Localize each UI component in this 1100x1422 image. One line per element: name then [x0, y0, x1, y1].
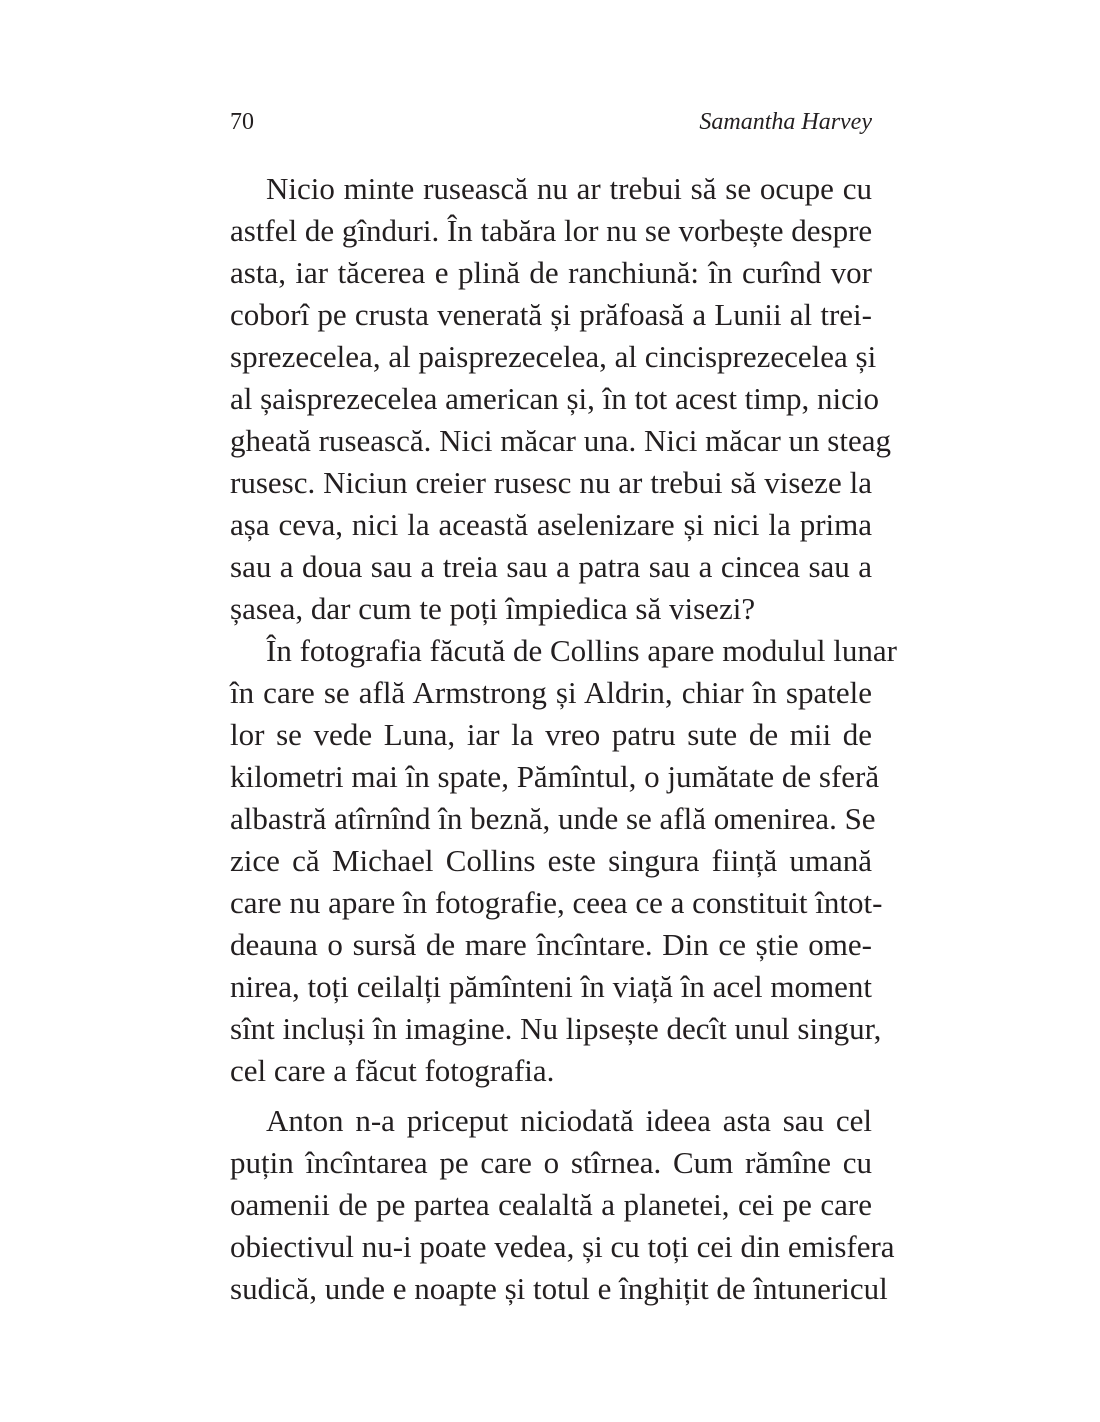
text-line: așa ceva, nici la această aselenizare și nici la prima — [230, 507, 872, 542]
text-line: care nu apare în fotografie, ceea ce a constituit întot- — [230, 885, 883, 920]
text-line: deauna o sursă de mare încîntare. Din ce știe ome- — [230, 927, 872, 962]
paragraph-2 — [230, 630, 897, 1092]
paragraph-spacer — [230, 1092, 872, 1100]
text-line: al șaisprezecelea american și, în tot acest timp, nicio — [230, 381, 880, 416]
paragraph-3 — [230, 1100, 895, 1310]
text-line: Anton n-a priceput niciodată ideea asta sau cel — [266, 1103, 872, 1138]
text-line: Nicio minte rusească nu ar trebui să se ocupe cu — [266, 171, 872, 206]
text-line: șasea, dar cum te poți împiedica să visezi? — [230, 591, 756, 626]
text-line: lor se vede Luna, iar la vreo patru sute de mii de — [230, 717, 872, 752]
paragraph-1 — [230, 168, 892, 630]
text-line: gheată rusească. Nici măcar una. Nici măcar un steag — [230, 423, 892, 458]
text-line: sprezecelea, al paisprezecelea, al cincisprezecelea și — [230, 339, 877, 374]
text-line: sau a doua sau a treia sau a patra sau a cincea sau a — [230, 549, 872, 584]
text-line: rusesc. Niciun creier rusesc nu ar trebui să viseze la — [230, 465, 872, 500]
text-line: astfel de gînduri. În tabăra lor nu se vorbește despre — [230, 213, 873, 248]
text-line: oamenii de pe partea cealaltă a planetei, cei pe care — [230, 1187, 872, 1222]
body-text — [230, 168, 897, 1310]
text-line: coborî pe crusta venerată și prăfoasă a Lunii al trei- — [230, 297, 872, 332]
text-line: zice că Michael Collins este singura ființă umană — [230, 843, 872, 878]
text-line: cel care a făcut fotografia. — [230, 1053, 555, 1088]
running-head-author: Samantha Harvey — [699, 109, 872, 135]
text-line: asta, iar tăcerea e plină de ranchiună: în curînd vor — [230, 255, 872, 290]
text-line: în care se află Armstrong și Aldrin, chiar în spatele — [230, 675, 872, 710]
page-number: 70 — [230, 109, 254, 135]
text-line: puțin încîntarea pe care o stîrnea. Cum rămîne cu — [230, 1145, 872, 1180]
text-line: kilometri mai în spate, Pămîntul, o jumătate de sferă — [230, 759, 880, 794]
text-line: În fotografia făcută de Collins apare modulul lunar — [266, 633, 897, 668]
text-line: obiectivul nu-i poate vedea, și cu toți cei din emisfera — [230, 1229, 895, 1264]
text-line: sînt incluși în imagine. Nu lipsește decît unul singur, — [230, 1011, 882, 1046]
text-line: nirea, toți ceilalți pămînteni în viață în acel moment — [230, 969, 872, 1004]
text-line: sudică, unde e noapte și totul e înghițit de întunericul — [230, 1271, 888, 1306]
text-line: albastră atîrnînd în beznă, unde se află omenirea. Se — [230, 801, 876, 836]
page-header — [230, 104, 872, 140]
